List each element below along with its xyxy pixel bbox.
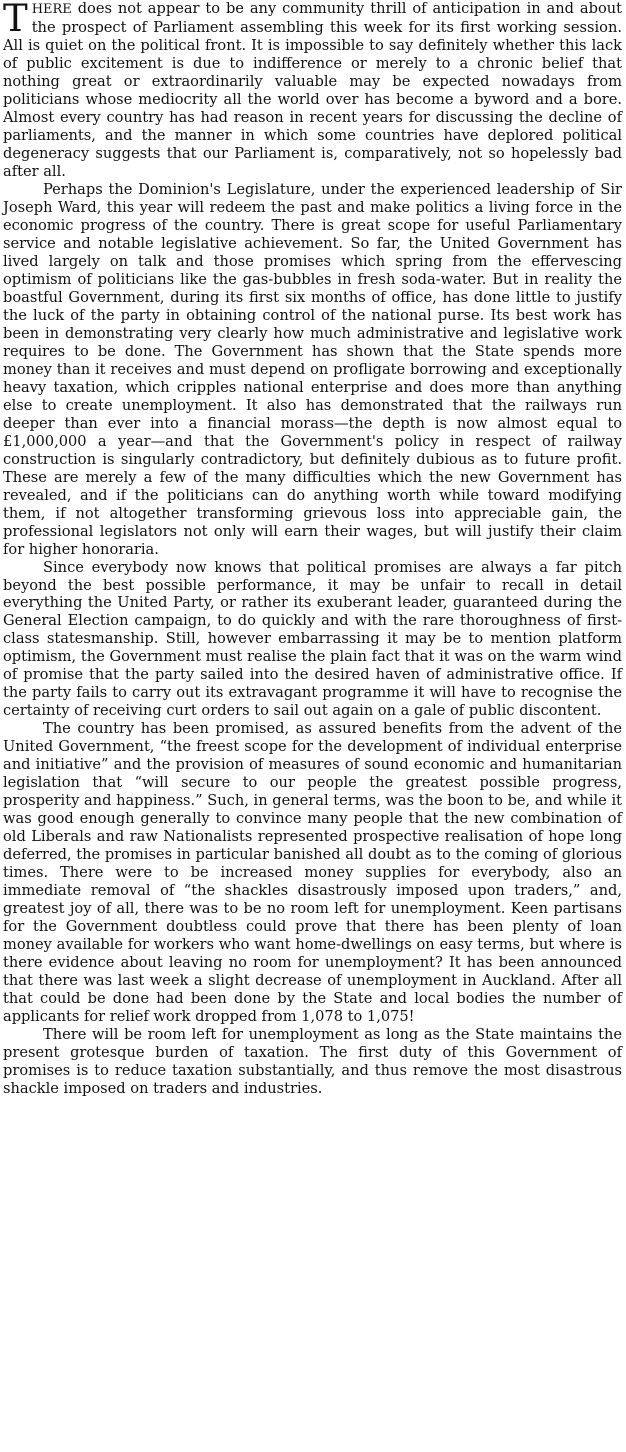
paragraph-2: Perhaps the Dominion's Legislature, under the experienced leadership of Sir Joseph Ward, this year will redeem the past and make politics a living force in the economic progress of the country. There is great scope for useful Parliamentary service and notable legislative achievement. So far, the United Government has lived largely on talk and those promises which spring from the effervescing optimism of politicians like the gas-bubbles in fresh soda-water. But in reality the boastful Government, during its first six months of office, has done little to justify the luck of the party in obtaining control of the national purse. Its best work has been in demonstrating very clearly how much administrative and legislative work requires to be done. The Government has shown that the State spends more money than it receives and must depend on profligate borrowing and exceptionally heavy taxation, which cripples national enterprise and does more than anything else to create unemployment. It also has demonstrated that the railways run deeper than ever into a financial morass—the depth is now almost equal to £1,000,000 a year—and that the Government's policy in respect of railway construction is singularly contradictory, but definitely dubious as to future profit. These are merely a few of the many difficulties which the new Government has revealed, and if the politicians can do anything worth while toward modifying them, if not altogether transforming grievous loss into appreciable gain, the professional legislators not only will earn their wages, but will justify their claim for higher honoraria. (3, 180, 622, 558)
paragraph-3: Since everybody now knows that political promises are always a far pitch beyond the best possible performance, it may be unfair to recall in detail everything the United Party, or rather its exuberant leader, guaranteed during the General Election campaign, to do quickly and with the rare thoroughness of first-class statesmanship. Still, however embarrassing it may be to mention platform optimism, the Government must realise the plain fact that it was on the warm wind of promise that the party sailed into the desired haven of administrative office. If the party fails to carry out its extravagant programme it will have to recognise the certainty of receiving curt orders to sail out again on a gale of public discontent. (3, 558, 622, 720)
paragraph-5: There will be room left for unemployment as long as the State maintains the present grotesque burden of taxation. The first duty of this Government of promises is to reduce taxation substantially, and thus remove the most disastrous shackle imposed on traders and industries. (3, 1026, 622, 1098)
paragraph-4: The country has been promised, as assured benefits from the advent of the United Government, “the freest scope for the development of individual enterprise and initiative” and the provision of measures of sound economic and humanitarian legislation that “will secure to our people the greatest possible progress, prosperity and happiness.” Such, in general terms, was the boon to be, and while it was good enough generally to convince many people that the new combination of old Liberals and raw Nationalists represented prospective realisation of hope long deferred, the promises in particular banished all doubt as to the coming of glorious times. There were to be increased money supplies for everybody, also an immediate removal of “the shackles disastrously imposed upon traders,” and, greatest joy of all, there was to be no room left for unemployment. Keen partisans for the Government doubtless could prove that there has been plenty of loan money available for workers who want home-dwellings on easy terms, but where is there evidence about leaving no room for unemployment? It has been announced that there was last week a slight decrease of unemployment in Auckland. After all that could be done had been done by the State and local bodies the number of applicants for relief work dropped from 1,078 to 1,075! (3, 720, 622, 1026)
paragraph-1-text: does not appear to be any community thrill of anticipation in and about the prospect of Parliament assembling this week for its first working session. All is quiet on the political front. It is impossible to say definitely whether this lack of public excitement is due to indifference or merely to a chronic belief that nothing great or extraordinarily valuable may be expected nowadays from politicians whose mediocrity all the world over has become a byword and a bore. Almost every country has had reason in recent years for discussing the decline of parliaments, and the manner in which some countries have deplored political degeneracy suggests that our Parliament is, comparatively, not so hopelessly bad after all. (3, 0, 622, 180)
lead-caps: HERE (31, 2, 72, 17)
paragraph-1 (3, 0, 622, 181)
drop-cap: T (3, 0, 28, 40)
